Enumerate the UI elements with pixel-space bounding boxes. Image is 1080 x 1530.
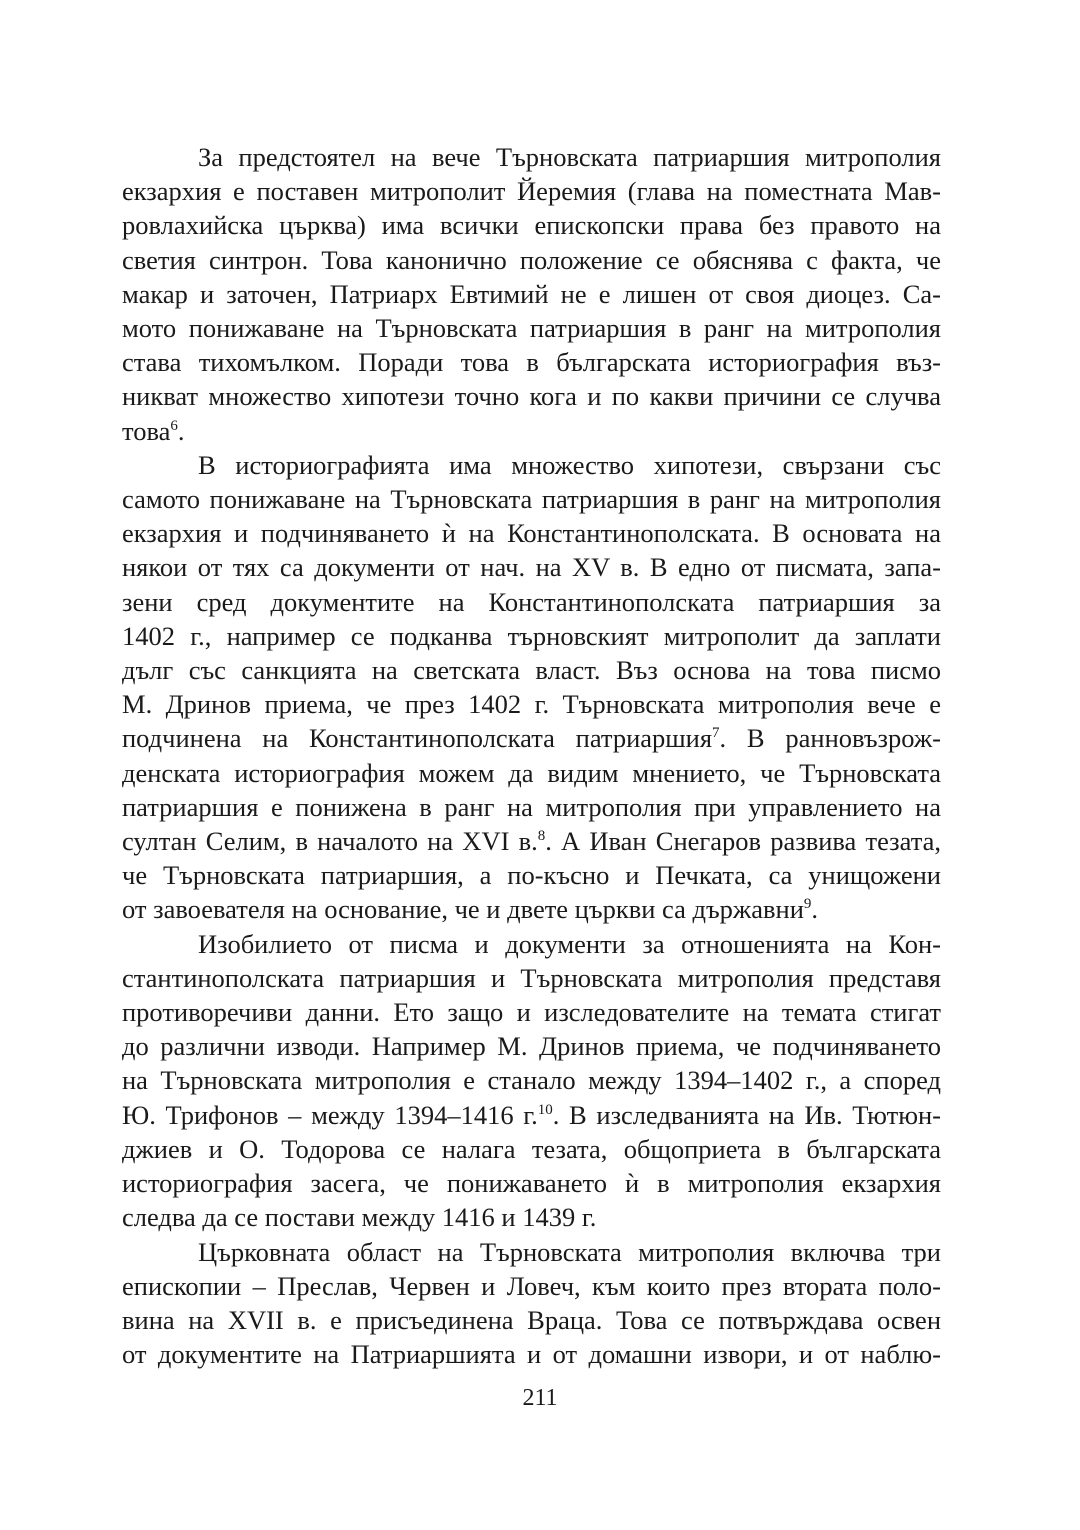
line-text: зени сред документите на Константинополската патриаршия за (122, 586, 941, 617)
text-line (122, 277, 941, 311)
paragraph (122, 1235, 941, 1372)
line-text: патриаршия е понижена в ранг на митрополия при управлението на (122, 791, 941, 822)
text-line (122, 516, 941, 550)
line-text: Ю. Трифонов – между 1394–1416 г. (122, 1099, 538, 1130)
text-line (122, 208, 941, 242)
line-text: подчинена на Константинополската патриаршия (122, 723, 713, 754)
text-line (122, 756, 941, 790)
text-line (122, 1337, 941, 1371)
paragraph (122, 448, 941, 927)
line-text: на Търновската митрополия е станало между 1394–1402 г., а според (122, 1065, 941, 1096)
line-text: М. Дринов приема, че през 1402 г. Търновската митрополия вече е (122, 689, 941, 720)
line-text: 1402 г., например се подканва търновският митрополит да заплати (122, 620, 941, 651)
text-line (122, 1098, 941, 1132)
line-text: Църковната област на Търновската митрополия включва три (198, 1236, 941, 1267)
line-text: дълг със санкцията на светската власт. Въз основа на това писмо (122, 655, 941, 686)
line-text: стантинополската патриаршия и Търновската митрополия представя (122, 962, 941, 993)
footnote-marker: 6 (170, 417, 178, 434)
footnote-marker: 9 (803, 896, 812, 913)
line-text-after: . В ранновъзрож- (719, 723, 941, 754)
text-line (122, 448, 941, 482)
line-text-after: . А Иван Снегаров развива тезата, (545, 826, 941, 857)
text-line (122, 892, 941, 926)
text-line (122, 414, 941, 448)
line-text: макар и заточен, Патриарх Евтимий не е лишен от своя диоцез. Са- (122, 278, 941, 309)
line-text: това (122, 415, 171, 446)
text-line (122, 790, 941, 824)
line-text: епископии – Преслав, Червен и Ловеч, към които през втората поло- (122, 1270, 941, 1301)
line-text: историография засега, че понижаването ѝ в митрополия екзархия (122, 1168, 941, 1199)
text-line (122, 927, 941, 961)
line-text: че Търновската патриаршия, а по-късно и Печката, са унищожени (122, 860, 941, 891)
line-text-after: . (177, 415, 185, 446)
line-text: светия синтрон. Това канонично положение се обяснява с факта, че (122, 244, 941, 275)
line-text: екзархия и подчиняването ѝ на Константинополската. В основата на (122, 518, 941, 549)
text-line (122, 721, 941, 755)
line-text: става тихомълком. Поради това в българската историография въз- (122, 347, 941, 378)
text-line (122, 482, 941, 516)
line-text: самото понижаване на Търновската патриаршия в ранг на митрополия (122, 484, 941, 515)
text-line (122, 1029, 941, 1063)
text-line (122, 1166, 941, 1200)
text-line (122, 311, 941, 345)
line-text-after: . (811, 894, 818, 925)
line-text: екзархия е поставен митрополит Йеремия (глава на поместната Мав- (122, 176, 941, 207)
text-line (122, 174, 941, 208)
body-text (122, 140, 941, 1371)
text-line (122, 1269, 941, 1303)
line-text: мото понижаване на Търновската патриаршия в ранг на митрополия (122, 313, 941, 344)
line-text: противоречиви данни. Ето защо и изследователите на темата стигат (122, 997, 941, 1028)
line-text: от завоевателя на основание, че и двете църкви са държавни (122, 894, 804, 925)
text-line (122, 961, 941, 995)
paragraph (122, 140, 941, 448)
line-text: никват множество хипотези точно кога и по какви причини се случва (122, 381, 941, 412)
text-line (122, 1303, 941, 1337)
footnote-marker: 10 (537, 1101, 553, 1118)
text-line (122, 653, 941, 687)
line-text: Изобилието от писма и документи за отношенията на Кон- (198, 928, 941, 959)
text-line (122, 995, 941, 1029)
line-text: В историографията има множество хипотези, свързани със (198, 449, 941, 480)
text-line (122, 1132, 941, 1166)
text-line (122, 243, 941, 277)
text-line (122, 1235, 941, 1269)
line-text-after: . В изследванията на Ив. Тютюн- (552, 1099, 941, 1130)
line-text: следва да се постави между 1416 и 1439 г. (122, 1202, 597, 1233)
text-line (122, 1063, 941, 1097)
line-text: денската историография можем да видим мнението, че Търновската (122, 757, 941, 788)
page-number: 211 (522, 1385, 558, 1411)
text-line (122, 619, 941, 653)
text-line (122, 585, 941, 619)
text-line (122, 379, 941, 413)
text-line (122, 140, 941, 174)
line-text: до различни изводи. Например М. Дринов приема, че подчиняването (122, 1031, 941, 1062)
line-text: някои от тях са документи от нач. на XV в. В едно от писмата, запа- (122, 552, 941, 583)
line-text: ровлахийска църква) има всички епископски права без правото на (122, 210, 941, 241)
footnote-marker: 8 (537, 828, 546, 845)
line-text: вина на XVII в. е присъединена Враца. Това се потвърждава освен (122, 1304, 941, 1335)
footnote-marker: 7 (712, 725, 720, 742)
paragraph (122, 927, 941, 1235)
line-text: султан Селим, в началото на XVI в. (122, 826, 538, 857)
line-text: джиев и О. Тодорова се налага тезата, общоприета в българската (122, 1133, 941, 1164)
text-line (122, 345, 941, 379)
line-text: За предстоятел на вече Търновската патриаршия митрополия (198, 142, 941, 172)
line-text: от документите на Патриаршията и от домашни извори, и от наблю- (122, 1339, 941, 1370)
text-line (122, 687, 941, 721)
text-line (122, 824, 941, 858)
text-line (122, 858, 941, 892)
text-line (122, 1200, 941, 1234)
text-line (122, 550, 941, 584)
